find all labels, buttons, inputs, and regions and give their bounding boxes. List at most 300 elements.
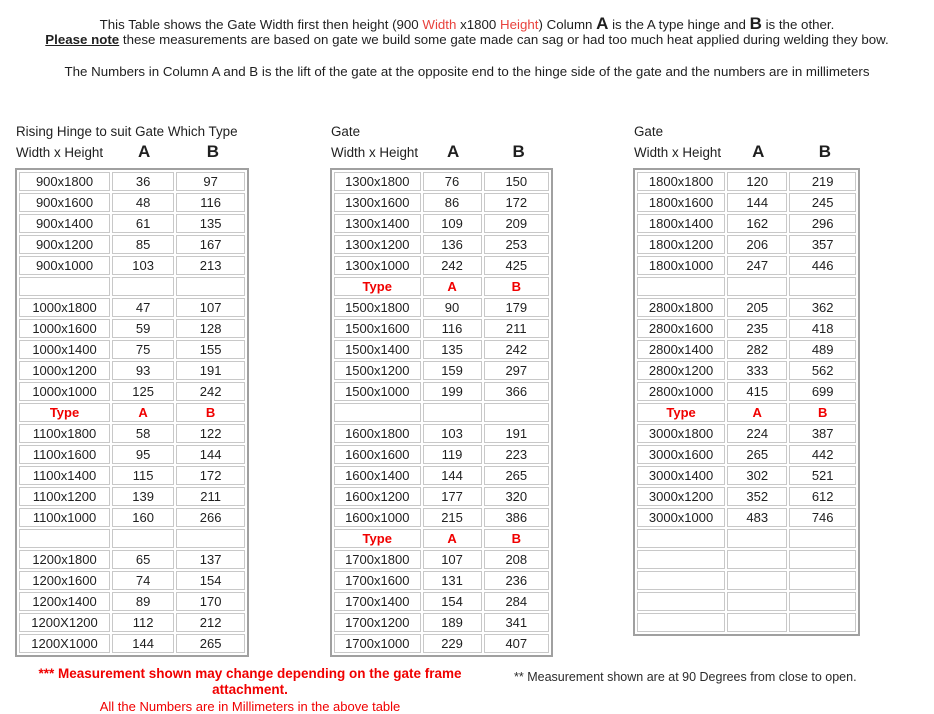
a-value-cell [727, 571, 787, 590]
table-row [19, 445, 245, 464]
a-value-cell: 415 [727, 382, 787, 401]
table-row [334, 571, 549, 590]
a-value-cell: 215 [423, 508, 482, 527]
b-value-cell: 366 [484, 382, 549, 401]
intro-line-1 [0, 14, 934, 33]
a-value-cell: 154 [423, 592, 482, 611]
a-value-cell: 85 [112, 235, 174, 254]
size-cell: 1600x1800 [334, 424, 421, 443]
text-segment: This Table shows the Gate Width first then height (900 [99, 17, 423, 32]
a-value-cell: 206 [727, 235, 787, 254]
b-value-cell: 612 [789, 487, 856, 506]
size-cell: Type [19, 403, 110, 422]
table-row [637, 172, 856, 191]
size-cell: 3000x1600 [637, 445, 725, 464]
b-value-cell: 489 [789, 340, 856, 359]
empty-row [19, 277, 245, 296]
b-value-cell: 242 [484, 340, 549, 359]
table-row [334, 298, 549, 317]
size-cell: 900x1800 [19, 172, 110, 191]
a-value-cell: 120 [727, 172, 787, 191]
size-cell: 1200X1200 [19, 613, 110, 632]
table-row [334, 487, 549, 506]
size-cell: 3000x1000 [637, 508, 725, 527]
a-value-cell: 36 [112, 172, 174, 191]
intro-text [0, 14, 934, 47]
a-value-cell: A [423, 277, 482, 296]
b-value-cell: B [484, 529, 549, 548]
a-value-cell: 160 [112, 508, 174, 527]
size-cell: 2800x1200 [637, 361, 725, 380]
a-value-cell: 107 [423, 550, 482, 569]
a-value-cell: 112 [112, 613, 174, 632]
table-row [334, 508, 549, 527]
b-value-cell: 521 [789, 466, 856, 485]
table-row [334, 613, 549, 632]
table-row [19, 340, 245, 359]
table-row [334, 592, 549, 611]
footnote-red-normal: All the Numbers are in Millimeters in the above table [99, 699, 401, 714]
b-value-cell: 442 [789, 445, 856, 464]
a-value-cell: 109 [423, 214, 482, 233]
size-cell: 1000x1000 [19, 382, 110, 401]
a-value-cell: 86 [423, 193, 482, 212]
size-cell: 1800x1400 [637, 214, 725, 233]
size-cell: 1000x1600 [19, 319, 110, 338]
size-cell: 1200x1600 [19, 571, 110, 590]
table-subhead-middle [331, 142, 553, 162]
table-row [334, 319, 549, 338]
a-value-cell: 144 [727, 193, 787, 212]
size-cell: 3000x1200 [637, 487, 725, 506]
table-row [637, 466, 856, 485]
size-cell: 1700x1600 [334, 571, 421, 590]
b-value-cell: 172 [484, 193, 549, 212]
b-value-cell: 167 [176, 235, 245, 254]
a-value-cell: 76 [423, 172, 482, 191]
a-value-cell: 59 [112, 319, 174, 338]
size-cell: 1000x1200 [19, 361, 110, 380]
a-value-cell: 144 [112, 634, 174, 653]
size-cell [19, 529, 110, 548]
type-header-row [334, 529, 549, 548]
size-cell: 900x1200 [19, 235, 110, 254]
a-value-cell: 247 [727, 256, 787, 275]
size-cell: 1700x1200 [334, 613, 421, 632]
table-row [19, 571, 245, 590]
b-value-cell [789, 529, 856, 548]
empty-row [637, 550, 856, 569]
size-cell [637, 571, 725, 590]
b-value-cell: 212 [176, 613, 245, 632]
size-cell: 2800x1000 [637, 382, 725, 401]
b-value-cell: 407 [484, 634, 549, 653]
a-value-cell: A [112, 403, 174, 422]
size-cell: 900x1400 [19, 214, 110, 233]
a-value-cell: 265 [727, 445, 787, 464]
text-segment: is the A type hinge and [608, 17, 750, 32]
empty-row [19, 529, 245, 548]
a-value-cell: 162 [727, 214, 787, 233]
a-value-cell: 177 [423, 487, 482, 506]
width-height-label: Width x Height [16, 145, 104, 160]
a-value-cell [727, 550, 787, 569]
table-row [637, 298, 856, 317]
text-segment: A [596, 14, 609, 33]
size-cell: 3000x1400 [637, 466, 725, 485]
size-cell: 1100x1200 [19, 487, 110, 506]
type-header-row [637, 403, 856, 422]
size-cell: 1300x1800 [334, 172, 421, 191]
size-cell: Type [637, 403, 725, 422]
b-value-cell: 362 [789, 298, 856, 317]
table-row [19, 382, 245, 401]
table-row [334, 235, 549, 254]
b-value-cell: 266 [176, 508, 245, 527]
a-value-cell [112, 277, 174, 296]
b-value-cell [789, 592, 856, 611]
size-cell: 1800x1200 [637, 235, 725, 254]
table-row [637, 193, 856, 212]
intro-line-2 [0, 32, 934, 47]
empty-row [637, 592, 856, 611]
table-title-right: Gate [634, 124, 664, 139]
b-value-cell: 144 [176, 445, 245, 464]
b-value-cell: 265 [484, 466, 549, 485]
table-row [637, 340, 856, 359]
b-value-cell: 446 [789, 256, 856, 275]
a-value-cell [423, 403, 482, 422]
size-cell: 1100x1600 [19, 445, 110, 464]
table-row [334, 340, 549, 359]
a-value-cell: 61 [112, 214, 174, 233]
width-height-label: Width x Height [331, 145, 419, 160]
b-value-cell: 209 [484, 214, 549, 233]
b-value-cell: 699 [789, 382, 856, 401]
size-cell: Type [334, 529, 421, 548]
size-cell: 900x1600 [19, 193, 110, 212]
type-header-row [334, 277, 549, 296]
b-value-cell: 211 [484, 319, 549, 338]
table-row [334, 361, 549, 380]
a-value-cell: 144 [423, 466, 482, 485]
table-row [334, 382, 549, 401]
size-cell: 1500x1200 [334, 361, 421, 380]
size-cell [637, 277, 725, 296]
a-value-cell: 74 [112, 571, 174, 590]
b-value-cell: 297 [484, 361, 549, 380]
text-segment: Height [500, 17, 539, 32]
a-value-cell: 333 [727, 361, 787, 380]
b-value-cell: 223 [484, 445, 549, 464]
a-value-cell [727, 613, 787, 632]
b-value-cell: 242 [176, 382, 245, 401]
column-b-header: B [818, 142, 832, 161]
size-cell: 1600x1000 [334, 508, 421, 527]
size-cell: 2800x1600 [637, 319, 725, 338]
b-value-cell: 253 [484, 235, 549, 254]
b-value-cell: 191 [176, 361, 245, 380]
size-cell: 1300x1000 [334, 256, 421, 275]
b-value-cell [789, 550, 856, 569]
table-row [637, 445, 856, 464]
size-cell: Type [334, 277, 421, 296]
size-cell: 1700x1000 [334, 634, 421, 653]
a-value-cell: 136 [423, 235, 482, 254]
b-value-cell: 179 [484, 298, 549, 317]
empty-row [637, 613, 856, 632]
type-header-row [19, 403, 245, 422]
size-cell: 1800x1800 [637, 172, 725, 191]
text-segment: B [749, 14, 762, 33]
size-cell [334, 403, 421, 422]
size-cell: 1100x1000 [19, 508, 110, 527]
table-row [19, 214, 245, 233]
size-cell: 1500x1000 [334, 382, 421, 401]
empty-row [637, 571, 856, 590]
a-value-cell: 135 [423, 340, 482, 359]
table-row [637, 382, 856, 401]
b-value-cell: 150 [484, 172, 549, 191]
table-row [19, 319, 245, 338]
size-cell: 1300x1600 [334, 193, 421, 212]
a-value-cell: 242 [423, 256, 482, 275]
b-value-cell: 154 [176, 571, 245, 590]
size-cell [637, 529, 725, 548]
size-cell: 1500x1600 [334, 319, 421, 338]
gate-measurements-table-right [633, 168, 860, 636]
footnote-red [28, 666, 472, 714]
a-value-cell: 235 [727, 319, 787, 338]
a-value-cell: 115 [112, 466, 174, 485]
b-value-cell: 236 [484, 571, 549, 590]
a-value-cell: 199 [423, 382, 482, 401]
a-value-cell: 483 [727, 508, 787, 527]
b-value-cell: 170 [176, 592, 245, 611]
table-row [334, 193, 549, 212]
b-value-cell: 213 [176, 256, 245, 275]
table-row [637, 256, 856, 275]
table-title-left: Rising Hinge to suit Gate Which Type [16, 124, 238, 139]
a-value-cell: 95 [112, 445, 174, 464]
table-row [19, 487, 245, 506]
a-value-cell: 90 [423, 298, 482, 317]
gate-measurements-table-left [15, 168, 249, 657]
b-value-cell: 219 [789, 172, 856, 191]
a-value-cell: 139 [112, 487, 174, 506]
size-cell [637, 613, 725, 632]
table-subhead-right [634, 142, 860, 162]
table-row [334, 634, 549, 653]
text-segment: ) Column [538, 17, 597, 32]
empty-row [637, 277, 856, 296]
footnote-red-bold: *** Measurement shown may change depending on the gate frame attachment. [38, 666, 462, 697]
a-value-cell: 103 [423, 424, 482, 443]
table-row [334, 424, 549, 443]
a-value-cell: A [727, 403, 787, 422]
b-value-cell: 122 [176, 424, 245, 443]
table-row [19, 634, 245, 653]
size-cell: 1500x1800 [334, 298, 421, 317]
size-cell: 1700x1800 [334, 550, 421, 569]
b-value-cell: B [176, 403, 245, 422]
b-value-cell: 425 [484, 256, 549, 275]
column-b-header: B [206, 142, 219, 161]
table-row [637, 487, 856, 506]
b-value-cell: 296 [789, 214, 856, 233]
text-segment: these measurements are based on gate we build some gate made can sag or had too much heat applied during welding they bow. [119, 32, 889, 47]
size-cell: 2800x1400 [637, 340, 725, 359]
gate-measurements-table-middle [330, 168, 553, 657]
a-value-cell [112, 529, 174, 548]
intro-line-3: The Numbers in Column A and B is the lift of the gate at the opposite end to the hinge side of the gate and the numbers are in millimeters [64, 64, 870, 79]
b-value-cell: 341 [484, 613, 549, 632]
a-value-cell [727, 592, 787, 611]
table-row [19, 466, 245, 485]
b-value-cell: B [789, 403, 856, 422]
table-row [334, 172, 549, 191]
a-value-cell: 131 [423, 571, 482, 590]
b-value-cell [789, 277, 856, 296]
table-row [334, 550, 549, 569]
size-cell: 1800x1600 [637, 193, 725, 212]
b-value-cell: 208 [484, 550, 549, 569]
a-value-cell: 116 [423, 319, 482, 338]
table-row [19, 361, 245, 380]
size-cell: 3000x1800 [637, 424, 725, 443]
table-row [637, 235, 856, 254]
size-cell: 1300x1200 [334, 235, 421, 254]
table-row [637, 214, 856, 233]
a-value-cell: 125 [112, 382, 174, 401]
table-row [334, 256, 549, 275]
text-segment: Please note [45, 32, 120, 47]
table-row [334, 466, 549, 485]
column-a-header: A [446, 142, 460, 161]
b-value-cell: B [484, 277, 549, 296]
b-value-cell: 265 [176, 634, 245, 653]
b-value-cell: 191 [484, 424, 549, 443]
table-row [19, 172, 245, 191]
b-value-cell: 128 [176, 319, 245, 338]
column-b-header: B [512, 142, 525, 161]
table-row [19, 424, 245, 443]
width-height-label: Width x Height [634, 145, 722, 160]
a-value-cell: 75 [112, 340, 174, 359]
b-value-cell: 746 [789, 508, 856, 527]
a-value-cell: 229 [423, 634, 482, 653]
table-row [637, 319, 856, 338]
column-a-header: A [137, 142, 151, 161]
a-value-cell: 205 [727, 298, 787, 317]
a-value-cell: 65 [112, 550, 174, 569]
table-row [19, 235, 245, 254]
size-cell: 1200x1800 [19, 550, 110, 569]
size-cell: 900x1000 [19, 256, 110, 275]
b-value-cell: 418 [789, 319, 856, 338]
size-cell: 1600x1400 [334, 466, 421, 485]
a-value-cell [727, 529, 787, 548]
size-cell [19, 277, 110, 296]
a-value-cell: 47 [112, 298, 174, 317]
b-value-cell [176, 529, 245, 548]
text-segment: x1800 [456, 17, 501, 32]
a-value-cell: 48 [112, 193, 174, 212]
b-value-cell [789, 613, 856, 632]
empty-row [334, 403, 549, 422]
b-value-cell: 135 [176, 214, 245, 233]
table-row [19, 193, 245, 212]
a-value-cell: 159 [423, 361, 482, 380]
b-value-cell: 387 [789, 424, 856, 443]
size-cell [637, 592, 725, 611]
table-title-middle: Gate [331, 124, 361, 139]
table-row [637, 508, 856, 527]
size-cell [637, 550, 725, 569]
b-value-cell: 211 [176, 487, 245, 506]
a-value-cell: 282 [727, 340, 787, 359]
table-row [334, 214, 549, 233]
a-value-cell: 58 [112, 424, 174, 443]
b-value-cell: 107 [176, 298, 245, 317]
footnote-black: ** Measurement shown are at 90 Degrees from close to open. [514, 670, 857, 684]
b-value-cell [484, 403, 549, 422]
b-value-cell: 116 [176, 193, 245, 212]
table-row [19, 256, 245, 275]
a-value-cell: 103 [112, 256, 174, 275]
b-value-cell: 357 [789, 235, 856, 254]
table-row [637, 361, 856, 380]
b-value-cell: 284 [484, 592, 549, 611]
a-value-cell: A [423, 529, 482, 548]
a-value-cell: 119 [423, 445, 482, 464]
b-value-cell: 386 [484, 508, 549, 527]
column-a-header: A [752, 142, 765, 161]
size-cell: 1000x1400 [19, 340, 110, 359]
a-value-cell: 224 [727, 424, 787, 443]
b-value-cell: 137 [176, 550, 245, 569]
size-cell: 1100x1400 [19, 466, 110, 485]
b-value-cell: 97 [176, 172, 245, 191]
size-cell: 1300x1400 [334, 214, 421, 233]
size-cell: 1600x1200 [334, 487, 421, 506]
b-value-cell: 245 [789, 193, 856, 212]
b-value-cell [176, 277, 245, 296]
table-subhead-left [16, 142, 249, 162]
a-value-cell: 93 [112, 361, 174, 380]
text-segment: Width [422, 17, 457, 32]
a-value-cell [727, 277, 787, 296]
size-cell: 1000x1800 [19, 298, 110, 317]
text-segment: is the other. [761, 17, 835, 32]
table-row [19, 298, 245, 317]
b-value-cell: 172 [176, 466, 245, 485]
a-value-cell: 352 [727, 487, 787, 506]
table-row [637, 424, 856, 443]
size-cell: 1800x1000 [637, 256, 725, 275]
table-row [334, 445, 549, 464]
size-cell: 1600x1600 [334, 445, 421, 464]
size-cell: 1200x1400 [19, 592, 110, 611]
size-cell: 1100x1800 [19, 424, 110, 443]
a-value-cell: 89 [112, 592, 174, 611]
size-cell: 1700x1400 [334, 592, 421, 611]
size-cell: 1200X1000 [19, 634, 110, 653]
b-value-cell: 155 [176, 340, 245, 359]
a-value-cell: 302 [727, 466, 787, 485]
table-row [19, 508, 245, 527]
table-row [19, 550, 245, 569]
